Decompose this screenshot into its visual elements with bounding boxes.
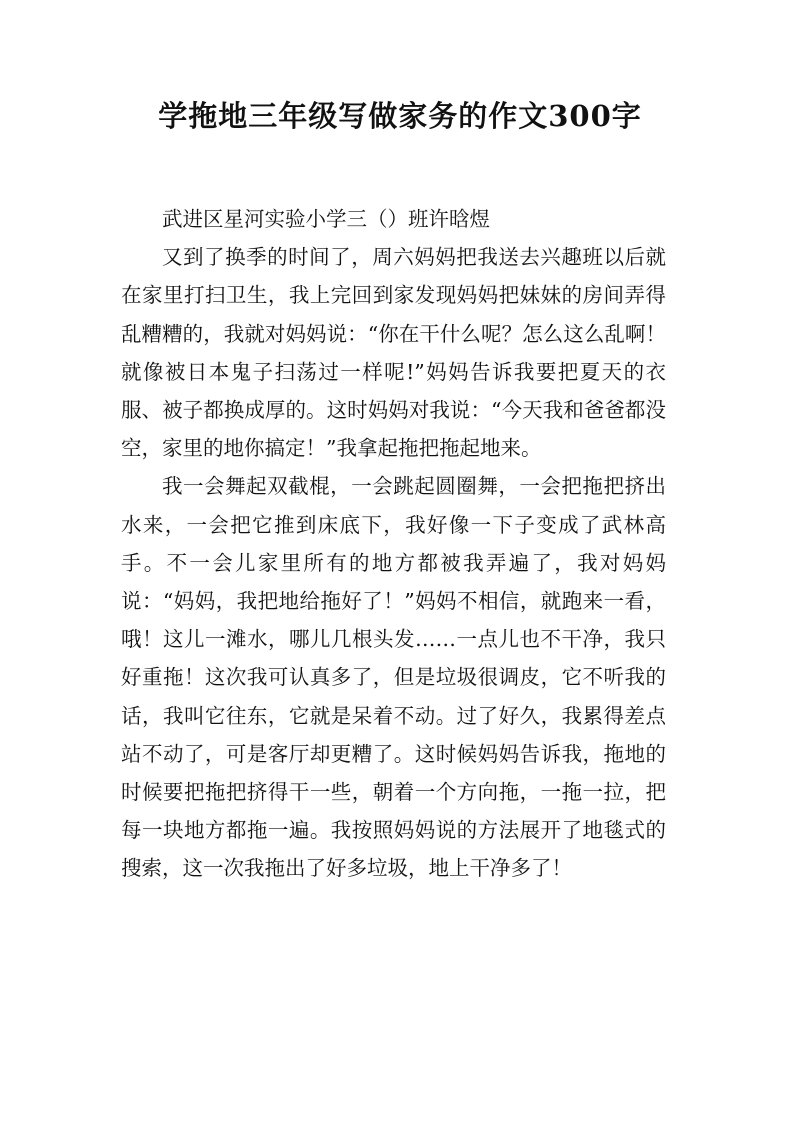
document-title: 学拖地三年级写做家务的作文300字 [158, 99, 642, 133]
paragraph-1: 又到了换季的时间了，周六妈妈把我送去兴趣班以后就在家里打扫卫生，我上完回到家发现妈妈把妹妹的房间弄得乱糟糟的，我就对妈妈说：“你在干什么呢？怎么这么乱啊！就像被日本鬼子扫荡过一样呢!”妈妈告诉我要把夏天的衣服、被子都换成厚的。这时妈妈对我说：“今天我和爸爸都没空，家里的地你搞定！”我拿起拖把拖起地来。 [121, 245, 666, 461]
author-line: 武进区星河实验小学三（）班许晗煜 [162, 207, 490, 231]
document-body [121, 200, 666, 888]
paragraph-2: 我一会舞起双截棍，一会跳起圆圈舞，一会把拖把挤出水来，一会把它推到床底下，我好像一下子变成了武林高手。不一会儿家里所有的地方都被我弄遍了，我对妈妈说：“妈妈，我把地给拖好了！”妈妈不相信，就跑来一看，哦！这儿一滩水，哪儿几根头发……一点儿也不干净，我只好重拖！这次我可认真多了，但是垃圾很调皮，它不听我的话，我叫它往东，它就是呆着不动。过了好久，我累得差点站不动了，可是客厅却更糟了。这时候妈妈告诉我，拖地的时候要把拖把挤得干一些，朝着一个方向拖，一拖一拉，把每一块地方都拖一遍。我按照妈妈说的方法展开了地毯式的搜索，这一次我拖出了好多垃圾，地上干净多了！ [121, 474, 666, 881]
